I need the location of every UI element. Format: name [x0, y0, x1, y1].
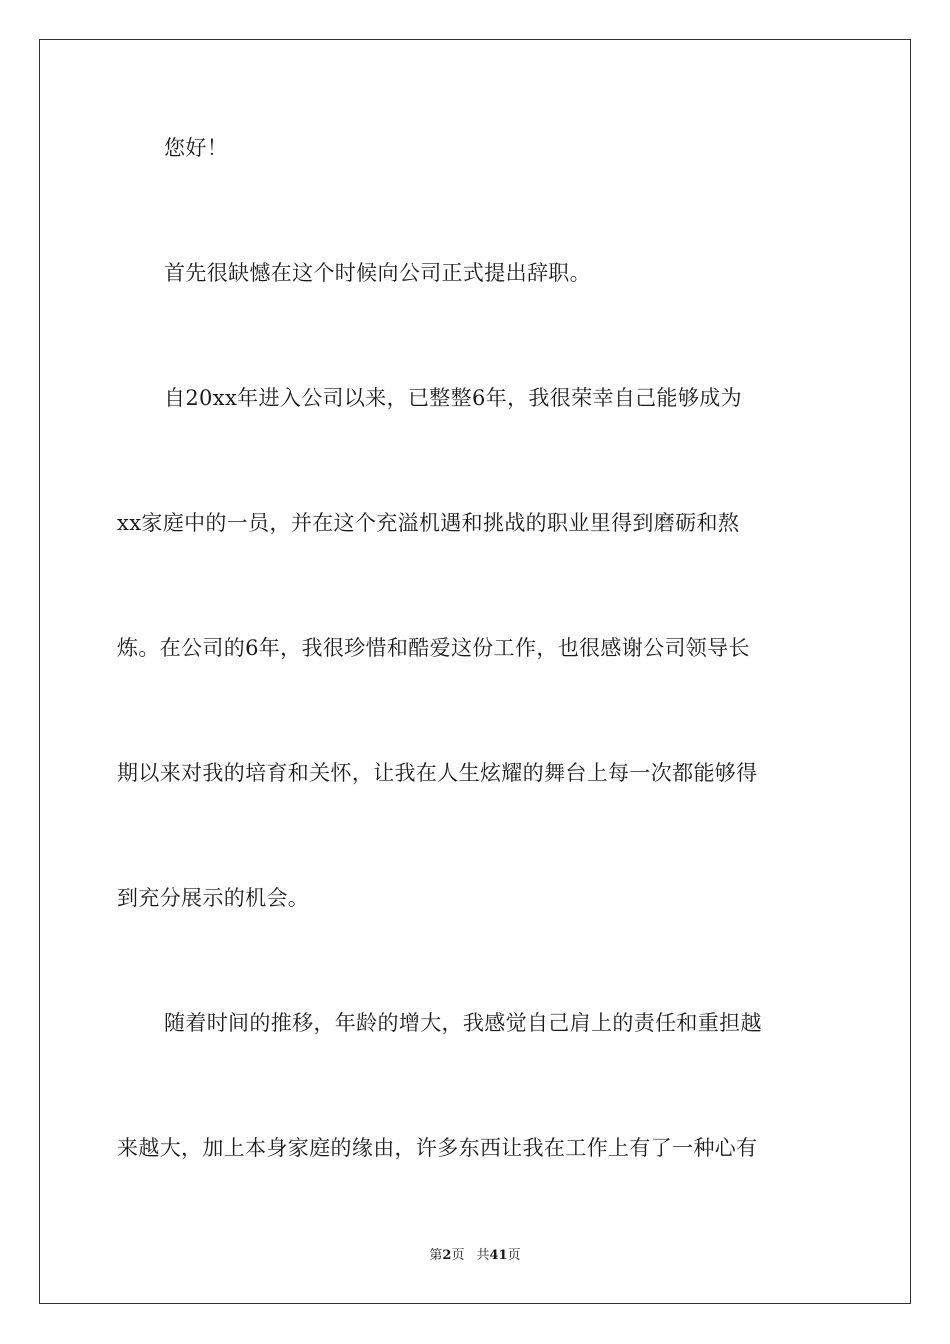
page-footer — [0, 1247, 950, 1265]
paragraph-line: 到充分展示的机会。 — [117, 886, 310, 910]
paragraph-line: 期以来对我的培育和关怀，让我在人生炫耀的舞台上每一次都能够得 — [117, 761, 758, 785]
paragraph-line: 随着时间的推移，年龄的增大，我感觉自己肩上的责任和重担越 — [164, 1011, 762, 1035]
total-page-count: 41 — [489, 1248, 508, 1263]
paragraph-line: xx家庭中的一员，并在这个充溢机遇和挑战的职业里得到磨砺和熬 — [117, 511, 740, 535]
page-frame — [39, 39, 911, 1304]
paragraph-line: 自20xx年进入公司以来，已整整6年，我很荣幸自己能够成为 — [164, 386, 742, 410]
paragraph-line: 来越大，加上本身家庭的缘由，许多东西让我在工作上有了一种心有 — [117, 1136, 758, 1160]
greeting-line: 您好！ — [164, 136, 229, 160]
paragraph-line: 首先很缺憾在这个时候向公司正式提出辞职。 — [164, 261, 591, 285]
paragraph-line: 炼。在公司的6年，我很珍惜和酷爱这份工作，也很感谢公司领导长 — [117, 636, 750, 660]
page-prefix: 第 — [429, 1248, 443, 1263]
current-page-number: 2 — [442, 1248, 452, 1263]
total-suffix: 页 — [507, 1248, 521, 1263]
page-suffix: 页 — [451, 1248, 465, 1263]
total-prefix: 共 — [476, 1248, 490, 1263]
